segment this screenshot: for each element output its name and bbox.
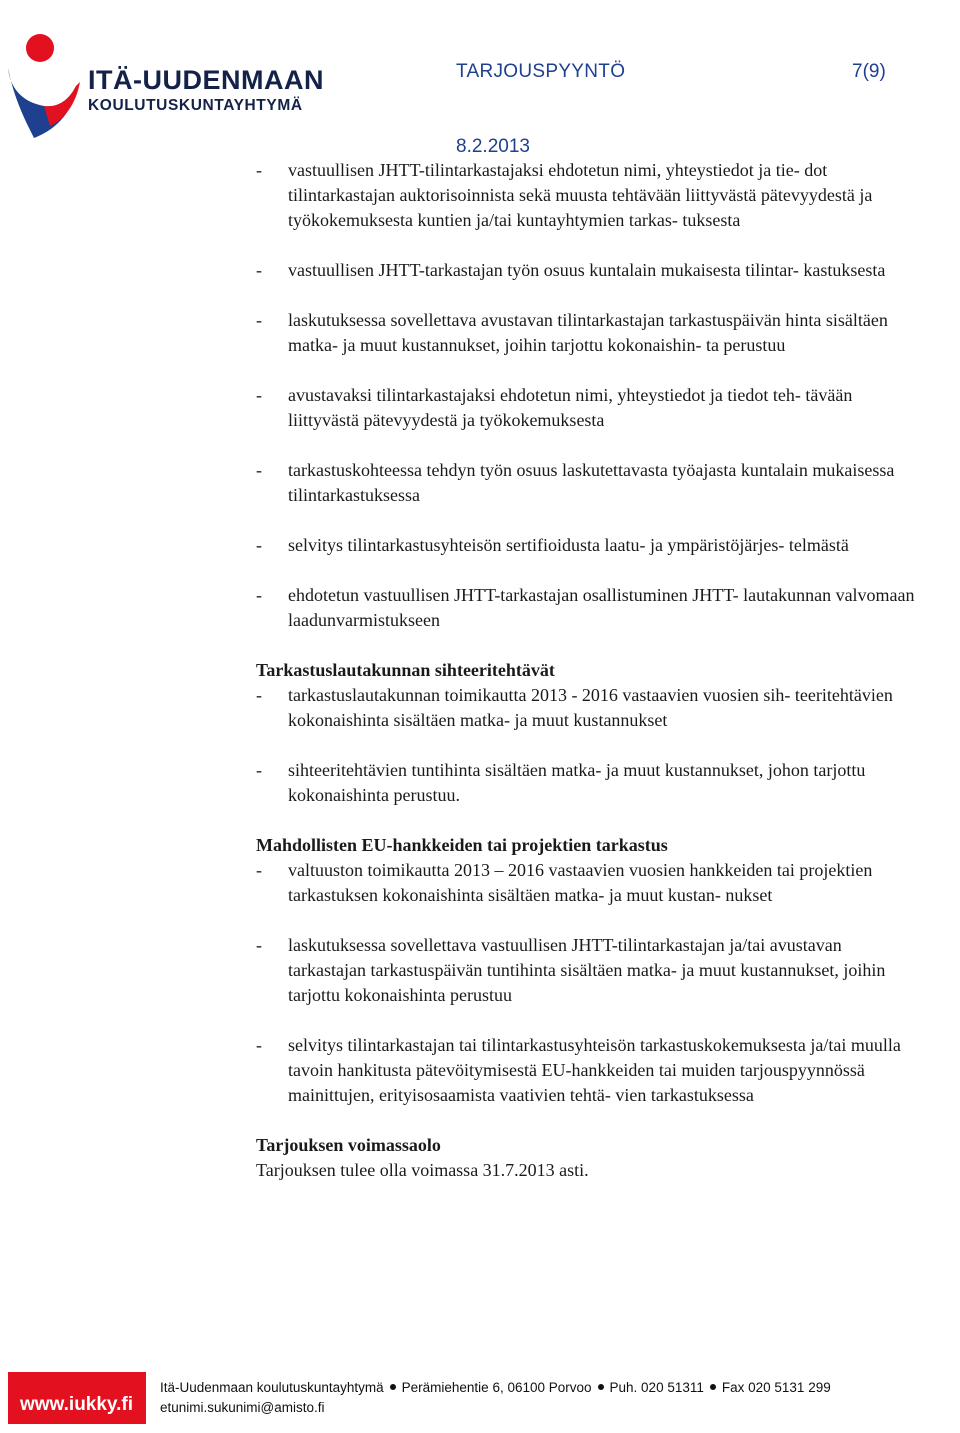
list-item-text: vastuullisen JHTT-tilintarkastajaksi ehdotetun nimi, yhteystiedot ja tie- dot tilintarkastajan auktorisoinnista sekä muusta tehtävään liittyvästä pätevyydestä ja työkokemuksesta kuntien ja/tai kuntayhtymien tarkas- tuksesta: [288, 160, 873, 230]
website-link[interactable]: www.iukky.fi: [20, 1394, 133, 1415]
bullet-icon: [598, 1384, 604, 1390]
footer-brand-box[interactable]: [8, 1372, 146, 1424]
organization-logo: [4, 28, 324, 158]
list-item-text: tarkastuslautakunnan toimikautta 2013 - 2016 vastaavien vuosien sih- teeritehtävien kokonaishinta sisältäen matka- ja muut kustannukset: [288, 685, 893, 730]
list-item: [256, 458, 924, 508]
section-heading-eu-projects: Mahdollisten EU-hankkeiden tai projektien tarkastus: [256, 835, 668, 855]
bullet-dash: -: [256, 260, 262, 280]
list-item-text: avustavaksi tilintarkastajaksi ehdotetun nimi, yhteystiedot ja tiedot teh- tävään liittyvästä pätevyydestä ja työkokemuksesta: [288, 385, 853, 430]
list-item-text: sihteeritehtävien tuntihinta sisältäen matka- ja muut kustannukset, johon tarjottu kokonaishinta perustuu.: [288, 760, 866, 805]
list-item: [256, 758, 924, 808]
list-item-text: laskutuksessa sovellettava vastuullisen JHTT-tilintarkastajan ja/tai avustavan tarkastajan tarkastuspäivän tuntihinta sisältäen matka- ja muut kustannukset, joihin tarjottu kokonaishinta perustuu: [288, 935, 886, 1005]
list-item: [256, 158, 924, 233]
list-item-text: selvitys tilintarkastajan tai tilintarkastusyhteisön tarkastuskokemuksesta ja/tai muulla tavoin hankitusta pätevöitymisestä EU-hankkeiden tai muiden tarjouspyynnössä mainittujen, erityisosaamista vaativien tehtä- vien tarkastuksessa: [288, 1035, 901, 1105]
bullet-dash: -: [256, 935, 262, 955]
bullet-dash: -: [256, 310, 262, 330]
footer-phone: Puh. 020 51311: [609, 1380, 704, 1395]
page-footer: [0, 1372, 960, 1433]
footer-line1: [160, 1378, 831, 1398]
list-item: [256, 583, 924, 633]
bullet-icon: [390, 1384, 396, 1390]
section-heading-validity: Tarjouksen voimassaolo: [256, 1135, 441, 1155]
footer-contact: [160, 1378, 831, 1418]
bullet-icon: [710, 1384, 716, 1390]
bullet-dash: -: [256, 760, 262, 780]
list-item: [256, 308, 924, 358]
bullet-dash: -: [256, 535, 262, 555]
list-item: [256, 933, 924, 1008]
list-item: [256, 533, 924, 558]
bullet-dash: -: [256, 685, 262, 705]
footer-org: Itä-Uudenmaan koulutuskuntayhtymä: [160, 1380, 384, 1395]
list-item: [256, 258, 924, 283]
list-item: [256, 683, 924, 733]
logo-name-line1: ITÄ-UUDENMAAN: [88, 65, 324, 95]
document-body: [256, 158, 924, 1183]
list-item-text: tarkastuskohteessa tehdyn työn osuus laskutettavasta työajasta kuntalain mukaisessa tilintarkastuksessa: [288, 460, 895, 505]
list-item: [256, 383, 924, 433]
bullet-dash: -: [256, 460, 262, 480]
bullet-dash: -: [256, 1035, 262, 1055]
list-item: [256, 1033, 924, 1108]
list-item-text: laskutuksessa sovellettava avustavan tilintarkastajan tarkastuspäivän hinta sisältäen matka- ja muut kustannukset, joihin tarjottu kokonaishin- ta perustuu: [288, 310, 888, 355]
document-type: TARJOUSPYYNTÖ: [456, 61, 626, 82]
list-item-text: selvitys tilintarkastusyhteisön sertifioidusta laatu- ja ympäristöjärjes- telmästä: [288, 535, 849, 555]
list-item-text: valtuuston toimikautta 2013 – 2016 vastaavien vuosien hankkeiden tai projektien tarkastuksen kokonaishinta sisältäen matka- ja muut kustan- nukset: [288, 860, 873, 905]
footer-email[interactable]: etunimi.sukunimi@amisto.fi: [160, 1400, 325, 1415]
footer-address: Perämiehentie 6, 06100 Porvoo: [401, 1380, 592, 1395]
section-heading-secretary: Tarkastuslautakunnan sihteeritehtävät: [256, 660, 555, 680]
bullet-dash: -: [256, 385, 262, 405]
list-item-text: vastuullisen JHTT-tarkastajan työn osuus kuntalain mukaisesta tilintar- kastuksesta: [288, 260, 886, 280]
logo-name-line2: KOULUTUSKUNTAYHTYMÄ: [88, 97, 303, 114]
validity-text: Tarjouksen tulee olla voimassa 31.7.2013 asti.: [256, 1160, 589, 1180]
logo-figure-icon: [4, 28, 84, 148]
footer-fax: Fax 020 5131 299: [721, 1380, 831, 1395]
document-date: 8.2.2013: [456, 136, 530, 157]
list-item: [256, 858, 924, 908]
bullet-dash: -: [256, 860, 262, 880]
page-number: 7(9): [852, 61, 886, 82]
list-item-text: ehdotetun vastuullisen JHTT-tarkastajan osallistuminen JHTT- lautakunnan valvomaan laadunvarmistukseen: [288, 585, 915, 630]
bullet-dash: -: [256, 585, 262, 605]
bullet-dash: -: [256, 160, 262, 180]
